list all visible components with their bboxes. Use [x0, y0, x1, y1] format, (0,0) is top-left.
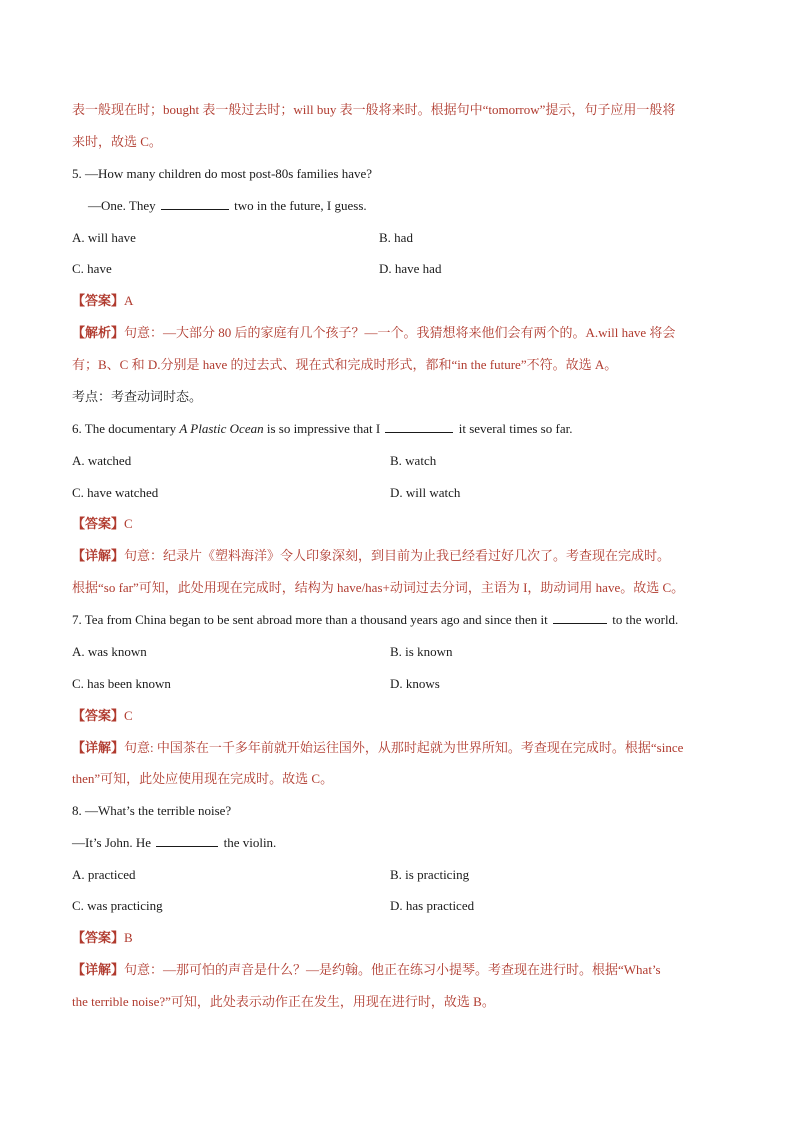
q5-option-a: A. will have	[72, 230, 136, 245]
q6-stem-pre: 6. The documentary	[72, 421, 177, 436]
q5-point: 考点：考查动词时态。	[72, 389, 203, 404]
q8-option-d: D. has practiced	[390, 898, 475, 913]
q8-reply	[72, 833, 276, 853]
q6-answer-tag: 【答案】	[72, 516, 125, 531]
q8-answer-value: B	[124, 930, 133, 945]
q6-detail-tag: 【详解】	[72, 548, 125, 563]
q5-option-b: B. had	[379, 230, 413, 245]
q6-option-c: C. have watched	[72, 485, 159, 500]
q6-stem	[72, 419, 572, 439]
q6-detail-line1	[72, 546, 670, 566]
q6-answer-value: C	[124, 516, 133, 531]
q8-detail-tag: 【详解】	[72, 962, 125, 977]
q8-option-a: A. practiced	[72, 867, 136, 882]
q8-reply-post: the violin.	[223, 835, 277, 850]
q5-stem: 5. —How many children do most post-80s families have?	[72, 166, 373, 181]
q7-stem-post: to the world.	[612, 612, 679, 627]
q5-option-d: D. have had	[379, 261, 442, 276]
q5-answer-value: A	[124, 293, 134, 308]
q5-analysis-line2: 有；B、C 和 D.分别是 have 的过去式、现在式和完成时形式，都和“in the future”不符。故选 A。	[72, 357, 618, 372]
q8-answer	[72, 928, 133, 948]
q7-detail-line1	[72, 738, 683, 758]
q7-option-d: D. knows	[390, 676, 440, 691]
q6-stem-title: A Plastic Ocean	[179, 421, 264, 436]
q5-blank	[161, 196, 229, 210]
q7-option-c: C. has been known	[72, 676, 171, 691]
q7-answer	[72, 706, 133, 726]
q8-answer-tag: 【答案】	[72, 930, 125, 945]
q5-reply	[88, 196, 367, 216]
q7-stem-pre: 7. Tea from China began to be sent abroad more than a thousand years ago and since then it	[72, 612, 548, 627]
q7-blank	[553, 610, 607, 624]
q6-detail-text1: 句意：纪录片《塑料海洋》令人印象深刻，到目前为止我已经看过好几次了。考查现在完成时。	[124, 548, 671, 563]
q5-analysis-tag: 【解析】	[72, 325, 125, 340]
q7-stem	[72, 610, 678, 630]
q7-option-a: A. was known	[72, 644, 147, 659]
q6-stem-mid: is so impressive that I	[266, 421, 381, 436]
q6-detail-line2: 根据“so far”可知，此处用现在完成时，结构为 have/has+动词过去分词，主语为 I，助动词用 have。故选 C。	[72, 580, 685, 595]
q7-answer-tag: 【答案】	[72, 708, 125, 723]
q8-blank	[156, 833, 218, 847]
q8-option-c: C. was practicing	[72, 898, 163, 913]
q6-answer	[72, 514, 133, 534]
q6-stem-post: it several times so far.	[458, 421, 573, 436]
q5-reply-pre: —One. They	[88, 198, 156, 213]
q5-analysis-text1: 句意：—大部分 80 后的家庭有几个孩子？—一个。我猜想将来他们会有两个的。A.will have 将会	[124, 325, 676, 340]
q5-reply-post: two in the future, I guess.	[234, 198, 367, 213]
q8-option-b: B. is practicing	[390, 867, 470, 882]
q7-option-b: B. is known	[390, 644, 453, 659]
q7-detail-tag: 【详解】	[72, 740, 125, 755]
q5-answer	[72, 291, 133, 311]
q5-analysis-line1	[72, 323, 675, 343]
q4-explanation-line2: 来时，故选 C。	[72, 134, 162, 149]
q5-option-c: C. have	[72, 261, 112, 276]
q7-answer-value: C	[124, 708, 133, 723]
q7-detail-text1: 句意: 中国茶在一千多年前就开始运往国外，从那时起就为世界所知。考查现在完成时。根据“since	[124, 740, 684, 755]
q6-blank	[385, 419, 453, 433]
q4-explanation-line1: 表一般现在时；bought 表一般过去时；will buy 表一般将来时。根据句中“tomorrow”提示，句子应用一般将	[72, 102, 676, 117]
q5-answer-tag: 【答案】	[72, 293, 125, 308]
q8-detail-text1: 句意：—那可怕的声音是什么？—是约翰。他正在练习小提琴。考查现在进行时。根据“What’s	[124, 962, 661, 977]
q6-option-b: B. watch	[390, 453, 437, 468]
q6-option-d: D. will watch	[390, 485, 461, 500]
q8-detail-line1	[72, 960, 661, 980]
q8-reply-pre: —It’s John. He	[72, 835, 152, 850]
q8-stem: 8. —What’s the terrible noise?	[72, 803, 232, 818]
q7-detail-line2: then”可知，此处应使用现在完成时。故选 C。	[72, 771, 334, 786]
q6-option-a: A. watched	[72, 453, 132, 468]
q8-detail-line2: the terrible noise?”可知，此处表示动作正在发生，用现在进行时，故选 B。	[72, 994, 495, 1009]
